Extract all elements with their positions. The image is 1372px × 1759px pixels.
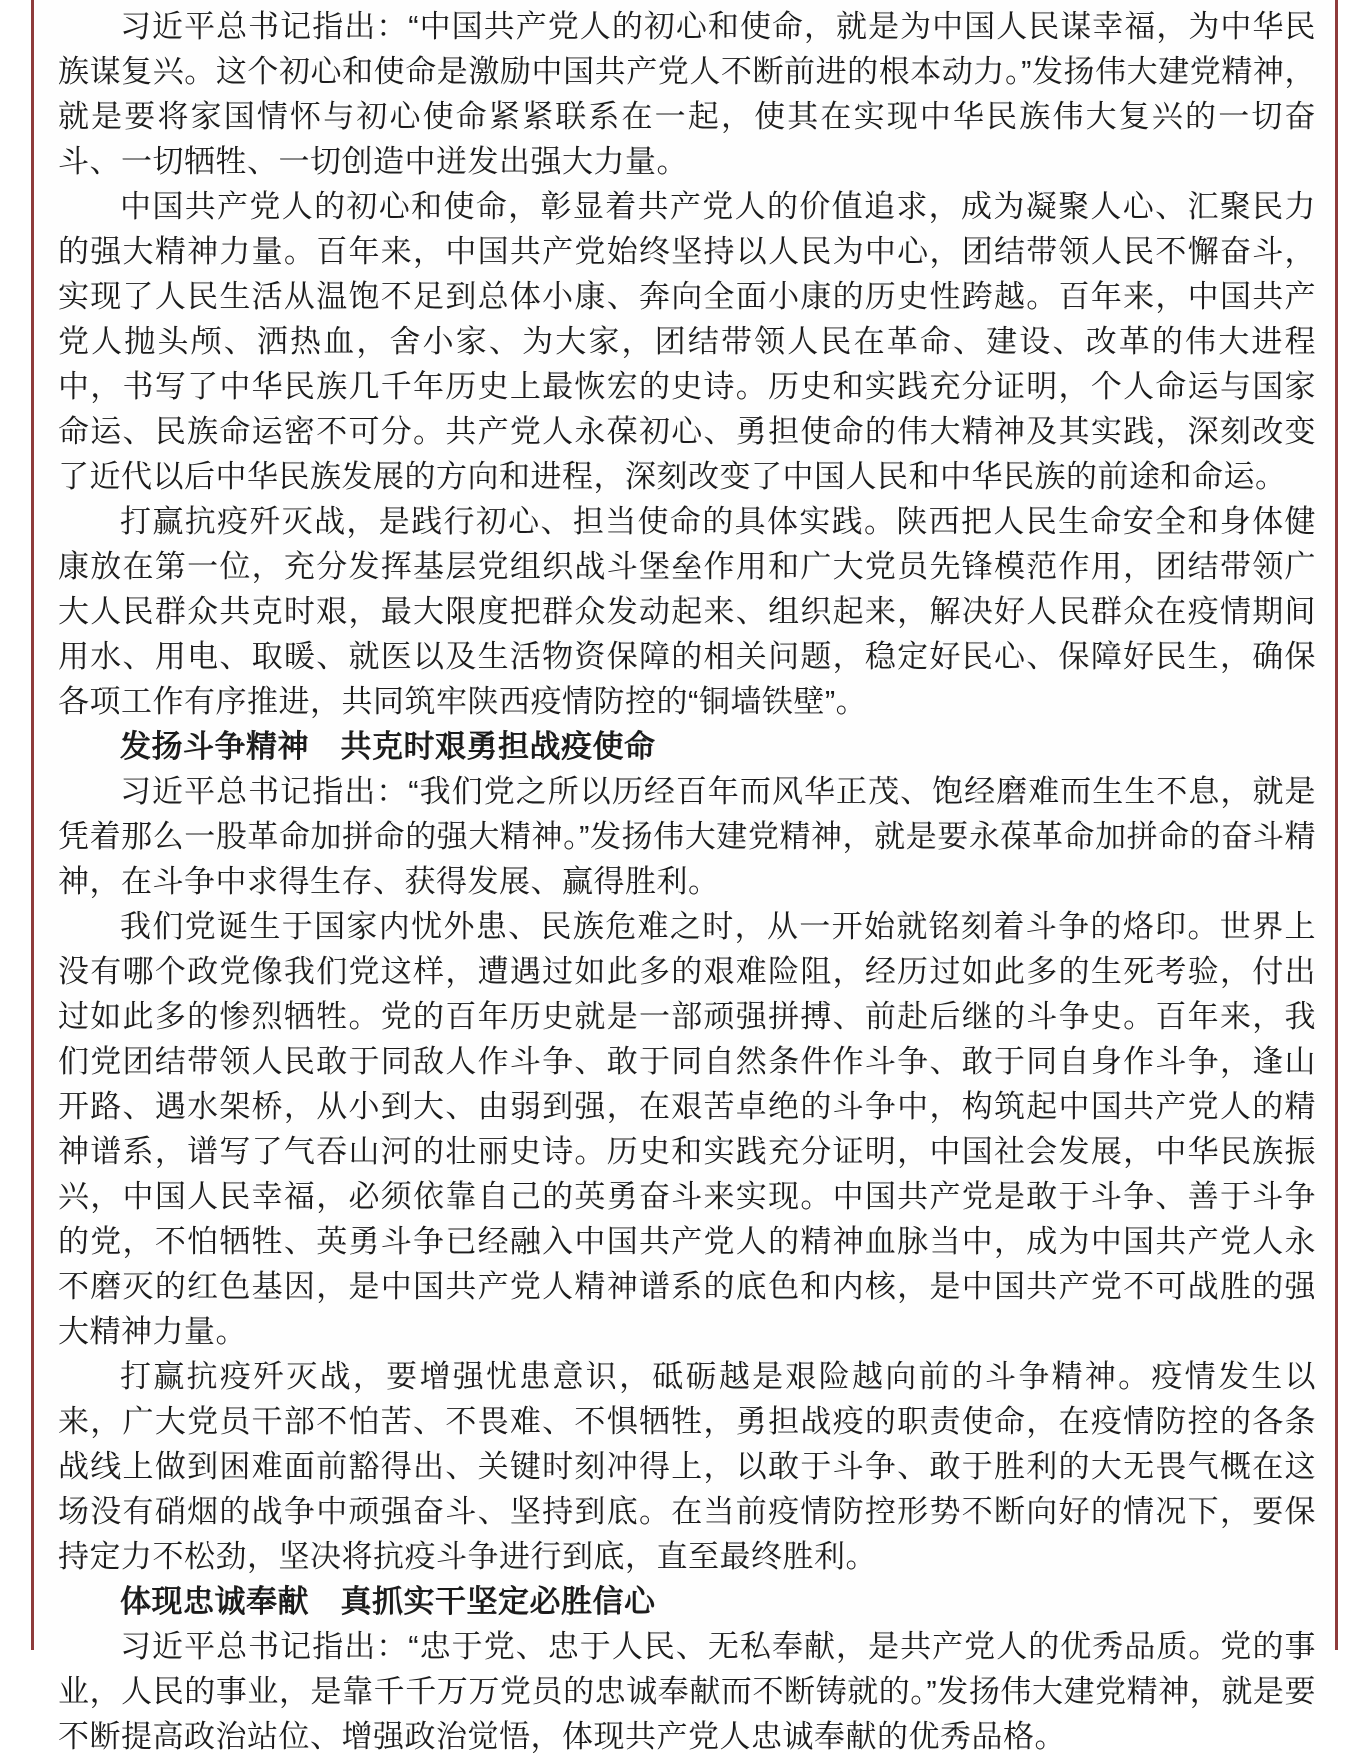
paragraph: 习近平总书记指出：“忠于党、忠于人民、无私奉献，是共产党人的优秀品质。党的事业，人民的事业，是靠千千万万党员的忠诚奉献而不断铸就的。”发扬伟大建党精神，就是要不断提高政治站位、增强政治觉悟，体现共产党人忠诚奉献的优秀品格。 [58,1629,1316,1754]
article-body [58,4,1316,1759]
paragraph: 中国共产党人的初心和使命，彰显着共产党人的价值追求，成为凝聚人心、汇聚民力的强大精神力量。百年来，中国共产党始终坚持以人民为中心，团结带领人民不懈奋斗，实现了人民生活从温饱不足到总体小康、奔向全面小康的历史性跨越。百年来，中国共产党人抛头颅、洒热血，舍小家、为大家，团结带领人民在革命、建设、改革的伟大进程中，书写了中华民族几千年历史上最恢宏的史诗。历史和实践充分证明，个人命运与国家命运、民族命运密不可分。共产党人永葆初心、勇担使命的伟大精神及其实践，深刻改变了近代以后中华民族发展的方向和进程，深刻改变了中国人民和中华民族的前途和命运。 [58,189,1316,494]
section-heading: 发扬斗争精神 共克时艰勇担战疫使命 [120,729,656,764]
paragraph: 打赢抗疫歼灭战，要增强忧患意识，砥砺越是艰险越向前的斗争精神。疫情发生以来，广大党员干部不怕苦、不畏难、不惧牺牲，勇担战疫的职责使命，在疫情防控的各条战线上做到困难面前豁得出、关键时刻冲得上，以敢于斗争、敢于胜利的大无畏气概在这场没有硝烟的战争中顽强奋斗、坚持到底。在当前疫情防控形势不断向好的情况下，要保持定力不松劲，坚决将抗疫斗争进行到底，直至最终胜利。 [58,1359,1316,1574]
section-heading: 体现忠诚奉献 真抓实干坚定必胜信心 [120,1584,656,1619]
paragraph: 习近平总书记指出：“我们党之所以历经百年而风华正茂、饱经磨难而生生不息，就是凭着那么一股革命加拼命的强大精神。”发扬伟大建党精神，就是要永葆革命加拼命的奋斗精神，在斗争中求得生存、获得发展、赢得胜利。 [58,774,1316,899]
paragraph: 打赢抗疫歼灭战，是践行初心、担当使命的具体实践。陕西把人民生命安全和身体健康放在第一位，充分发挥基层党组织战斗堡垒作用和广大党员先锋模范作用，团结带领广大人民群众共克时艰，最大限度把群众发动起来、组织起来，解决好人民群众在疫情期间用水、用电、取暖、就医以及生活物资保障的相关问题，稳定好民心、保障好民生，确保各项工作有序推进，共同筑牢陕西疫情防控的“铜墙铁壁”。 [58,504,1316,719]
paragraph: 习近平总书记指出：“中国共产党人的初心和使命，就是为中国人民谋幸福，为中华民族谋复兴。这个初心和使命是激励中国共产党人不断前进的根本动力。”发扬伟大建党精神，就是要将家国情怀与初心使命紧紧联系在一起，使其在实现中华民族伟大复兴的一切奋斗、一切牺牲、一切创造中迸发出强大力量。 [58,9,1316,179]
paragraph: 我们党诞生于国家内忧外患、民族危难之时，从一开始就铭刻着斗争的烙印。世界上没有哪个政党像我们党这样，遭遇过如此多的艰难险阻，经历过如此多的生死考验，付出过如此多的惨烈牺牲。党的百年历史就是一部顽强拼搏、前赴后继的斗争史。百年来，我们党团结带领人民敢于同敌人作斗争、敢于同自然条件作斗争、敢于同自身作斗争，逢山开路、遇水架桥，从小到大、由弱到强，在艰苦卓绝的斗争中，构筑起中国共产党人的精神谱系，谱写了气吞山河的壮丽史诗。历史和实践充分证明，中国社会发展，中华民族振兴，中国人民幸福，必须依靠自己的英勇奋斗来实现。中国共产党是敢于斗争、善于斗争的党，不怕牺牲、英勇斗争已经融入中国共产党人的精神血脉当中，成为中国共产党人永不磨灭的红色基因，是中国共产党人精神谱系的底色和内核，是中国共产党不可战胜的强大精神力量。 [58,909,1316,1349]
